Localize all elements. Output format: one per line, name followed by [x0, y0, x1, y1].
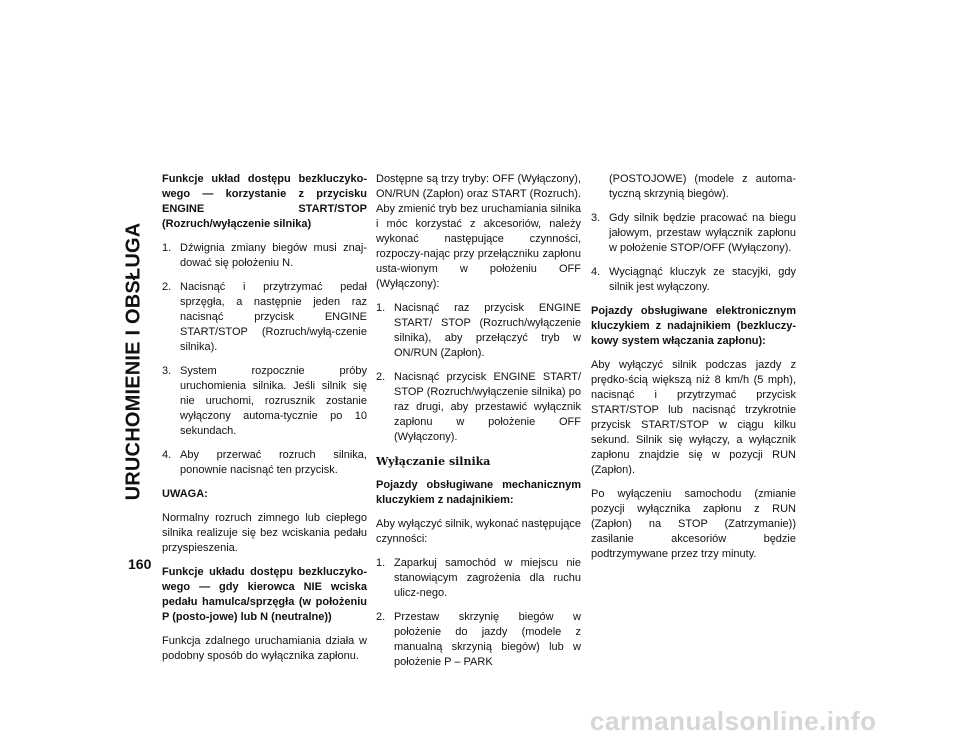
list-number: 1. [162, 242, 172, 254]
list-text: Wyciągnąć kluczyk ze stacyjki, gdy silnik jest wyłączony. [609, 266, 796, 293]
paragraph: Aby wyłączyć silnik, wykonać następujące czynności: [376, 518, 581, 545]
list-number: 4. [591, 266, 601, 278]
list-item [376, 370, 581, 445]
list-item [376, 301, 581, 361]
section-heading-engine-off: Wyłączanie silnika [376, 455, 491, 468]
list-text: Nacisnąć i przytrzymać pedał sprzęgła, a następnie jeden raz nacisnąć przycisk ENGINE START/STOP (Rozruch/wyłą-czenie silnika). [180, 281, 367, 353]
list-number: 1. [376, 557, 386, 569]
list-text: System rozpocznie próby uruchomienia silnika. Jeśli silnik się nie uruchomi, rozrusznik zostanie wyłączony automa-tycznie po 10 sekundach. [180, 365, 367, 437]
paragraph: Funkcja zdalnego uruchamiania działa w podobny sposób do wyłącznika zapłonu. [162, 635, 367, 662]
column-1 [162, 172, 367, 673]
list-text: Nacisnąć raz przycisk ENGINE START/ STOP (Rozruch/wyłączenie silnika), aby przełączyć tryb w ON/RUN (Zapłon). [394, 302, 581, 359]
list-text: Przestaw skrzynię biegów w położenie do jazdy (modele z manualną skrzynią biegów) lub w położenie P – PARK [394, 611, 581, 668]
list-number: 1. [376, 302, 386, 314]
list-item [591, 211, 796, 256]
list-text: Zaparkuj samochód w miejscu nie stanowiącym zagrożenia dla ruchu ulicz-nego. [394, 557, 581, 599]
chapter-side-title [116, 162, 152, 560]
list-item [162, 448, 367, 478]
list-number: 2. [162, 281, 172, 293]
column-3 [591, 172, 796, 571]
note-title: UWAGA: [162, 488, 208, 500]
heading-mechanical-key: Pojazdy obsługiwane mechanicznym kluczykiem z nadajnikiem: [376, 479, 581, 506]
note-text: Normalny rozruch zimnego lub ciepłego silnika realizuje się bez wciskania pedału przyspieszenia. [162, 512, 367, 554]
list-item [162, 241, 367, 271]
paragraph: Po wyłączeniu samochodu (zmianie pozycji wyłącznika zapłonu z RUN (Zapłon) na STOP (Zatrzymanie)) zasilanie akcesoriów będzie podtrzymywane przez trzy minuty. [591, 488, 796, 560]
list-number: 2. [376, 611, 386, 623]
list-text: Dźwignia zmiany biegów musi znaj-dować się położeniu N. [180, 242, 367, 269]
list-text: Gdy silnik będzie pracować na biegu jałowym, przestaw wyłącznik zapłonu w położenie STOP/OFF (Wyłączony). [609, 212, 796, 254]
list-item [376, 556, 581, 601]
steps-engine-off-cont [591, 211, 796, 295]
list-text: Aby przerwać rozruch silnika, ponownie nacisnąć ten przycisk. [180, 449, 367, 476]
list-number: 4. [162, 449, 172, 461]
steps-modes [376, 301, 581, 445]
list-text: Nacisnąć przycisk ENGINE START/ STOP (Rozruch/wyłączenie silnika) po raz drugi, aby przestawić wyłącznik zapłonu w położenie OFF (Wyłączony). [394, 371, 581, 443]
steps-keyless-start [162, 241, 367, 478]
steps-engine-off [376, 556, 581, 670]
page-number: 160 [128, 556, 152, 572]
list-number: 3. [162, 365, 172, 377]
column-2 [376, 172, 581, 679]
paragraph: Aby wyłączyć silnik podczas jazdy z prędko-ścią większą niż 8 km/h (5 mph), nacisnąć i przytrzymać przycisk START/STOP lub nacisnąć trzykrotnie przycisk START/STOP w ciągu kilku sekund. Silnik się wyłączy, a wyłącznik zapłonu znajdzie się w pozycji RUN (Zapłon). [591, 359, 796, 476]
list-item [162, 280, 367, 355]
heading-keyless-start: Funkcje układ dostępu bezkluczyko-wego — korzystanie z przycisku ENGINE START/STOP (Rozruch/wyłączenie silnika) [162, 173, 367, 230]
chapter-side-title-text: URUCHOMIENIE I OBSŁUGA [122, 222, 145, 500]
list-continuation: (POSTOJOWE) (modele z automa-tyczną skrzynią biegów). [609, 173, 796, 200]
list-item [162, 364, 367, 439]
heading-no-brake: Funkcje układu dostępu bezkluczyko-wego — gdy kierowca NIE wciska pedału hamulca/sprzęgła (w położeniu P (posto-jowe) lub N (neutralne)) [162, 566, 367, 623]
list-item [591, 265, 796, 295]
list-number: 3. [591, 212, 601, 224]
list-number: 2. [376, 371, 386, 383]
paragraph: Dostępne są trzy tryby: OFF (Wyłączony), ON/RUN (Zapłon) oraz START (Rozruch). Aby zmienić tryb bez uruchamiania silnika i móc korzystać z akcesoriów, należy wykonać następujące czynności, rozpoczy-nając przy przełączniku zapłonu usta-wionym w położeniu OFF (Wyłączony): [376, 173, 581, 290]
heading-electronic-key: Pojazdy obsługiwane elektronicznym kluczykiem z nadajnikiem (bezkluczy-kowy system włączania zapłonu): [591, 305, 796, 347]
list-item [376, 610, 581, 670]
watermark: carmanualsonline.info [590, 706, 877, 736]
